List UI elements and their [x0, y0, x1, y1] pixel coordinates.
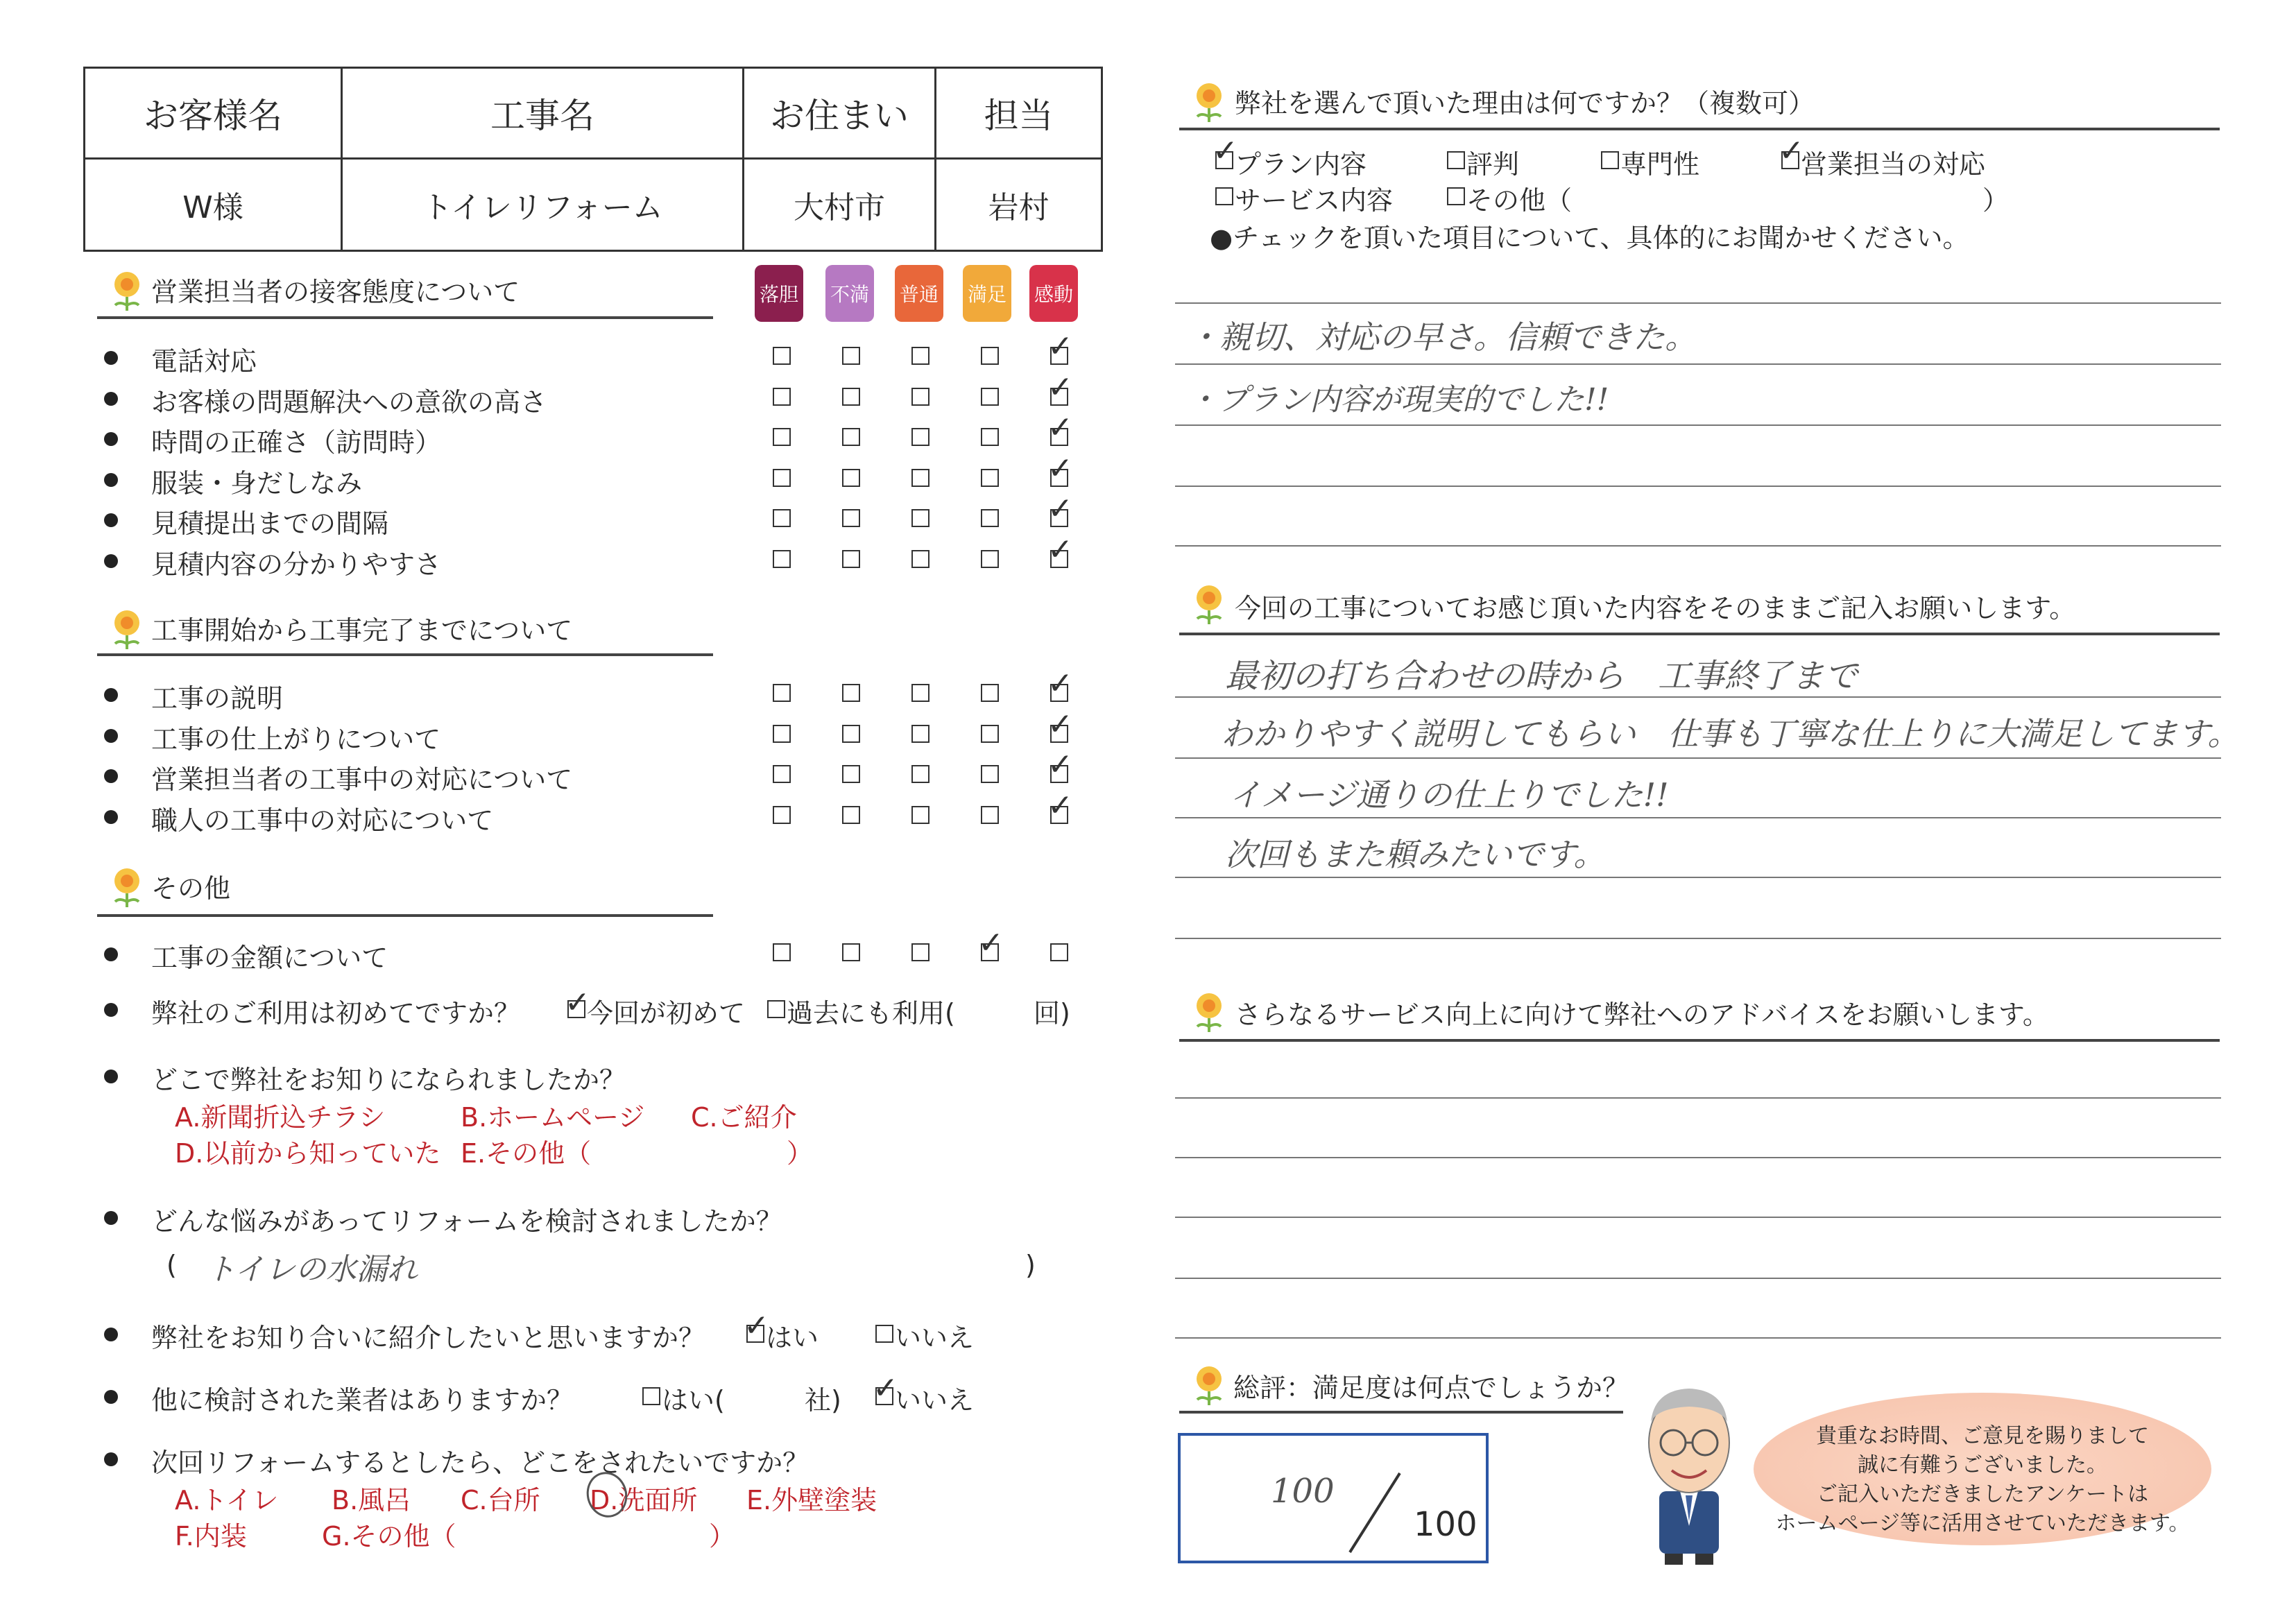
section-title-sales: 営業担当者の接客態度について	[151, 277, 520, 307]
option-homepage: B.ホームページ	[461, 1102, 645, 1133]
option-interior: F.内装	[175, 1521, 247, 1552]
rating-checkbox[interactable]	[981, 725, 999, 743]
section-underline	[1179, 1039, 2220, 1042]
option-reason-other-end: ）	[1982, 185, 2010, 216]
bullet	[104, 1390, 118, 1404]
section-underline	[1179, 128, 2220, 130]
ruled-line	[1175, 817, 2221, 818]
rating-checkbox[interactable]	[911, 765, 929, 783]
rating-checkbox[interactable]	[842, 509, 860, 527]
rating-item-label: お客様の問題解決への意欲の高さ	[151, 386, 547, 418]
bullet	[104, 729, 118, 743]
thanks-line-3: ご記入いただきましたアンケートは	[1816, 1482, 2149, 1506]
rating-checkbox[interactable]	[981, 550, 999, 568]
section-title-construction: 工事開始から工事完了までについて	[151, 615, 573, 646]
rating-checkbox[interactable]	[773, 347, 791, 365]
bullet	[104, 947, 118, 961]
section-title-other: その他	[151, 873, 231, 904]
ruled-line	[1175, 486, 2221, 487]
checkmark-icon: ✓	[1047, 747, 1073, 782]
score-box	[1178, 1433, 1489, 1563]
option-bath: B.風呂	[332, 1485, 411, 1515]
option-vendor-yes-end: 社)	[805, 1385, 841, 1416]
rating-checkbox[interactable]	[981, 469, 999, 487]
ruled-line	[1175, 1157, 2221, 1158]
section-underline	[1179, 1411, 1623, 1414]
checkmark-icon: ✓	[1213, 133, 1238, 169]
option-used-before: 過去にも利用(	[787, 998, 955, 1029]
rating-checkbox[interactable]	[773, 943, 791, 961]
header-project-label: 工事名	[342, 68, 744, 159]
rating-checkbox[interactable]	[773, 806, 791, 824]
option-plan: プラン内容	[1235, 149, 1367, 180]
section-underline	[97, 316, 713, 319]
impression-line-2: わかりやすく説明してもらい 仕事も丁寧な仕上りに大満足してます。	[1221, 715, 2240, 753]
option-newspaper: A.新聞折込チラシ	[175, 1102, 386, 1133]
rating-item-label: 工事の説明	[151, 683, 284, 714]
rating-checkbox[interactable]	[842, 765, 860, 783]
checkmark-icon: ✓	[978, 925, 1004, 961]
worry-answer: トイレの水漏れ	[205, 1252, 418, 1287]
impression-line-4: 次回もまた頼みたいです。	[1225, 836, 1606, 873]
thanks-bubble	[1754, 1393, 2211, 1545]
score-title: 総評：満足度は何点でしょうか？	[1233, 1373, 1629, 1403]
checkmark-icon: ✓	[1779, 133, 1804, 169]
slash-divider	[1347, 1470, 1403, 1555]
option-exterior-paint: E.外壁塗装	[746, 1485, 877, 1515]
header-staff-label: 担当	[936, 68, 1102, 159]
rating-checkbox[interactable]	[842, 806, 860, 824]
ruled-line	[1175, 1217, 2221, 1218]
rating-checkbox[interactable]	[981, 347, 999, 365]
rating-checkbox[interactable]	[842, 469, 860, 487]
advice-title: さらなるサービス向上に向けて弊社へのアドバイスをお願いします。	[1235, 999, 2049, 1030]
bullet	[104, 1070, 118, 1083]
rating-checkbox[interactable]	[981, 388, 999, 406]
option-referral: C.ご紹介	[691, 1102, 797, 1133]
rating-checkbox[interactable]	[981, 684, 999, 702]
score-value: 100	[1271, 1472, 1335, 1511]
bullet	[104, 688, 118, 702]
rating-item-label: 服装・身だしなみ	[151, 467, 363, 499]
flower-icon	[1193, 82, 1225, 123]
ruled-line	[1175, 877, 2221, 878]
rating-checkbox[interactable]	[842, 428, 860, 446]
rating-checkbox[interactable]	[773, 765, 791, 783]
flower-icon	[111, 609, 143, 651]
checkbox-vendor-yes[interactable]	[642, 1387, 660, 1405]
rating-checkbox[interactable]	[773, 550, 791, 568]
bullet	[104, 1003, 118, 1017]
thanks-line-1: 貴重なお時間、ご意見を賜りまして	[1816, 1424, 2149, 1448]
rating-checkbox[interactable]	[911, 388, 929, 406]
option-reason-other: その他（	[1466, 185, 1573, 216]
checkbox-reason-other[interactable]	[1447, 187, 1465, 205]
rating-checkbox[interactable]	[911, 550, 929, 568]
ruled-line	[1175, 363, 2221, 365]
reason-prompt: ●チェックを頂いた項目について、具体的にお聞かせください。	[1210, 223, 1969, 253]
thanks-line-4: ホームページ等に活用させていただきます。	[1775, 1511, 2190, 1536]
rating-item-label: 見積内容の分かりやすさ	[151, 549, 442, 580]
rating-checkbox[interactable]	[773, 469, 791, 487]
checkmark-icon: ✓	[1047, 410, 1073, 445]
section-underline	[97, 914, 713, 917]
rating-checkbox[interactable]	[773, 388, 791, 406]
option-first-time: 今回が初めて	[587, 998, 746, 1029]
ruled-line	[1175, 302, 2221, 304]
worry-paren-close: )	[1025, 1250, 1036, 1280]
rating-checkbox[interactable]	[911, 806, 929, 824]
bullet	[104, 1452, 118, 1466]
checkmark-icon: ✓	[1047, 329, 1073, 364]
rating-checkbox[interactable]	[911, 725, 929, 743]
option-refer-yes: はい	[766, 1323, 819, 1353]
rating-checkbox[interactable]	[842, 943, 860, 961]
checkmark-icon: ✓	[1047, 491, 1073, 526]
rating-label: 不満	[825, 265, 874, 322]
option-other-end: ）	[787, 1138, 814, 1169]
ruled-line	[1175, 1097, 2221, 1099]
rating-item-label: 工事の金額について	[151, 943, 388, 973]
rating-checkbox[interactable]	[981, 509, 999, 527]
ruled-line	[1175, 757, 2221, 759]
impression-line-3: イメージ通りの仕上りでした!!	[1229, 776, 1669, 814]
rating-checkbox[interactable]	[981, 428, 999, 446]
bullet	[104, 351, 118, 365]
checkmark-icon: ✓	[1047, 369, 1073, 405]
flower-icon	[1193, 584, 1225, 626]
rating-checkbox[interactable]	[911, 347, 929, 365]
option-vendor-no: いいえ	[895, 1385, 975, 1416]
rating-checkbox[interactable]	[842, 388, 860, 406]
rating-checkbox[interactable]	[842, 684, 860, 702]
option-refer-no: いいえ	[895, 1323, 975, 1353]
question-first-time: 弊社のご利用は初めてですか？	[151, 998, 521, 1029]
bullet	[104, 810, 118, 824]
option-sales-response: 営業担当の対応	[1801, 149, 1986, 180]
rating-checkbox[interactable]	[773, 509, 791, 527]
bullet	[104, 1211, 118, 1225]
option-other-end: ）	[709, 1521, 736, 1552]
bullet	[104, 473, 118, 487]
rating-item-label: 見積提出までの間隔	[151, 508, 389, 539]
option-other: E.その他（	[461, 1138, 592, 1169]
rating-checkbox[interactable]	[773, 684, 791, 702]
rating-checkbox[interactable]	[842, 347, 860, 365]
checkmark-icon: ✓	[1047, 531, 1073, 567]
checkbox-service[interactable]	[1215, 187, 1233, 205]
customer-info-table	[83, 67, 1103, 252]
flower-icon	[1193, 992, 1225, 1033]
rating-item-label: 職人の工事中の対応について	[151, 805, 494, 836]
checkmark-icon: ✓	[565, 985, 590, 1020]
staff-mascot-icon	[1616, 1373, 1762, 1568]
bullet	[104, 769, 118, 783]
rating-item-label: 営業担当者の工事中の対応について	[151, 764, 573, 795]
rating-checkbox[interactable]	[842, 725, 860, 743]
ruled-line	[1175, 545, 2221, 547]
rating-checkbox[interactable]	[773, 428, 791, 446]
rating-label: 満足	[963, 265, 1011, 322]
checkbox-expertise[interactable]	[1601, 151, 1619, 169]
flower-icon	[111, 867, 143, 909]
option-used-before-end: 回)	[1034, 998, 1070, 1029]
section-underline	[97, 653, 713, 656]
checkbox-reputation[interactable]	[1447, 151, 1465, 169]
checkmark-icon: ✓	[744, 1308, 769, 1343]
option-vendor-yes: はい(	[662, 1385, 725, 1416]
ruled-line	[1175, 424, 2221, 426]
bullet	[104, 513, 118, 527]
ruled-line	[1175, 938, 2221, 939]
checkmark-icon: ✓	[1047, 787, 1073, 823]
reason-answer-1: ・親切、対応の早さ。信頼できた。	[1188, 318, 1697, 356]
checkmark-icon: ✓	[873, 1371, 898, 1406]
bullet	[104, 554, 118, 568]
project-name: トイレリフォーム	[342, 159, 744, 251]
question-other-vendor: 他に検討された業者はありますか？	[151, 1385, 574, 1416]
checkbox-used-before[interactable]	[767, 1000, 785, 1018]
impression-title: 今回の工事についてお感じ頂いた内容をそのままご記入お願いします。	[1235, 593, 2076, 624]
rating-item-label: 電話対応	[151, 346, 257, 377]
option-known-before: D.以前から知っていた	[175, 1138, 441, 1169]
rating-label: 落胆	[755, 265, 803, 322]
ruled-line	[1175, 1337, 2221, 1339]
rating-checkbox[interactable]	[911, 428, 929, 446]
checkmark-icon: ✓	[1047, 450, 1073, 486]
reason-title: 弊社を選んで頂いた理由は何ですか？（複数可）	[1235, 88, 1815, 119]
ruled-line	[1175, 1278, 2221, 1279]
option-reputation: 評判	[1466, 149, 1520, 180]
flower-icon	[1193, 1365, 1225, 1407]
header-customer-label: お客様名	[85, 68, 342, 159]
option-toilet: A.トイレ	[175, 1485, 279, 1515]
impression-line-1: 最初の打ち合わせの時から 工事終了まで	[1225, 657, 1858, 696]
option-washroom: D.洗面所	[590, 1485, 698, 1515]
rating-checkbox[interactable]	[911, 943, 929, 961]
rating-checkbox[interactable]	[981, 765, 999, 783]
rating-checkbox[interactable]	[911, 684, 929, 702]
rating-checkbox[interactable]	[981, 806, 999, 824]
question-worry: どんな悩みがあってリフォームを検討されましたか？	[151, 1206, 782, 1237]
checkmark-icon: ✓	[1047, 706, 1073, 742]
option-expertise: 専門性	[1620, 149, 1700, 180]
question-refer: 弊社をお知り合いに紹介したいと思いますか？	[151, 1323, 705, 1353]
option-other: G.その他（	[322, 1521, 456, 1552]
option-kitchen: C.台所	[461, 1485, 540, 1515]
rating-checkbox[interactable]	[911, 469, 929, 487]
rating-item-label: 工事の仕上がりについて	[151, 723, 441, 755]
checkmark-icon: ✓	[1047, 666, 1073, 701]
flower-icon	[111, 270, 143, 312]
option-service: サービス内容	[1235, 185, 1394, 216]
bullet	[104, 1328, 118, 1341]
residence-value: 大村市	[744, 159, 936, 251]
score-max: 100	[1414, 1505, 1477, 1544]
rating-checkbox[interactable]	[911, 509, 929, 527]
thanks-line-2: 誠に有難うございました。	[1858, 1453, 2107, 1477]
checkbox-refer-no[interactable]	[875, 1325, 893, 1343]
worry-paren-open: (	[166, 1250, 177, 1280]
staff-name: 岩村	[936, 159, 1102, 251]
question-how-known: どこで弊社をお知りになられましたか？	[151, 1065, 626, 1095]
rating-checkbox[interactable]	[773, 725, 791, 743]
rating-label: 普通	[895, 265, 943, 322]
question-next-reform: 次回リフォームするとしたら、どこをされたいですか？	[151, 1448, 809, 1478]
section-underline	[1179, 633, 2220, 635]
bullet	[104, 432, 118, 446]
bullet	[104, 392, 118, 406]
customer-name: W様	[85, 159, 342, 251]
rating-checkbox[interactable]	[842, 550, 860, 568]
reason-answer-2: ・プラン内容が現実的でした!!	[1188, 382, 1609, 418]
rating-label: 感動	[1029, 265, 1078, 322]
header-residence-label: お住まい	[744, 68, 936, 159]
rating-checkbox[interactable]	[1050, 943, 1068, 961]
rating-item-label: 時間の正確さ（訪問時）	[151, 427, 442, 458]
